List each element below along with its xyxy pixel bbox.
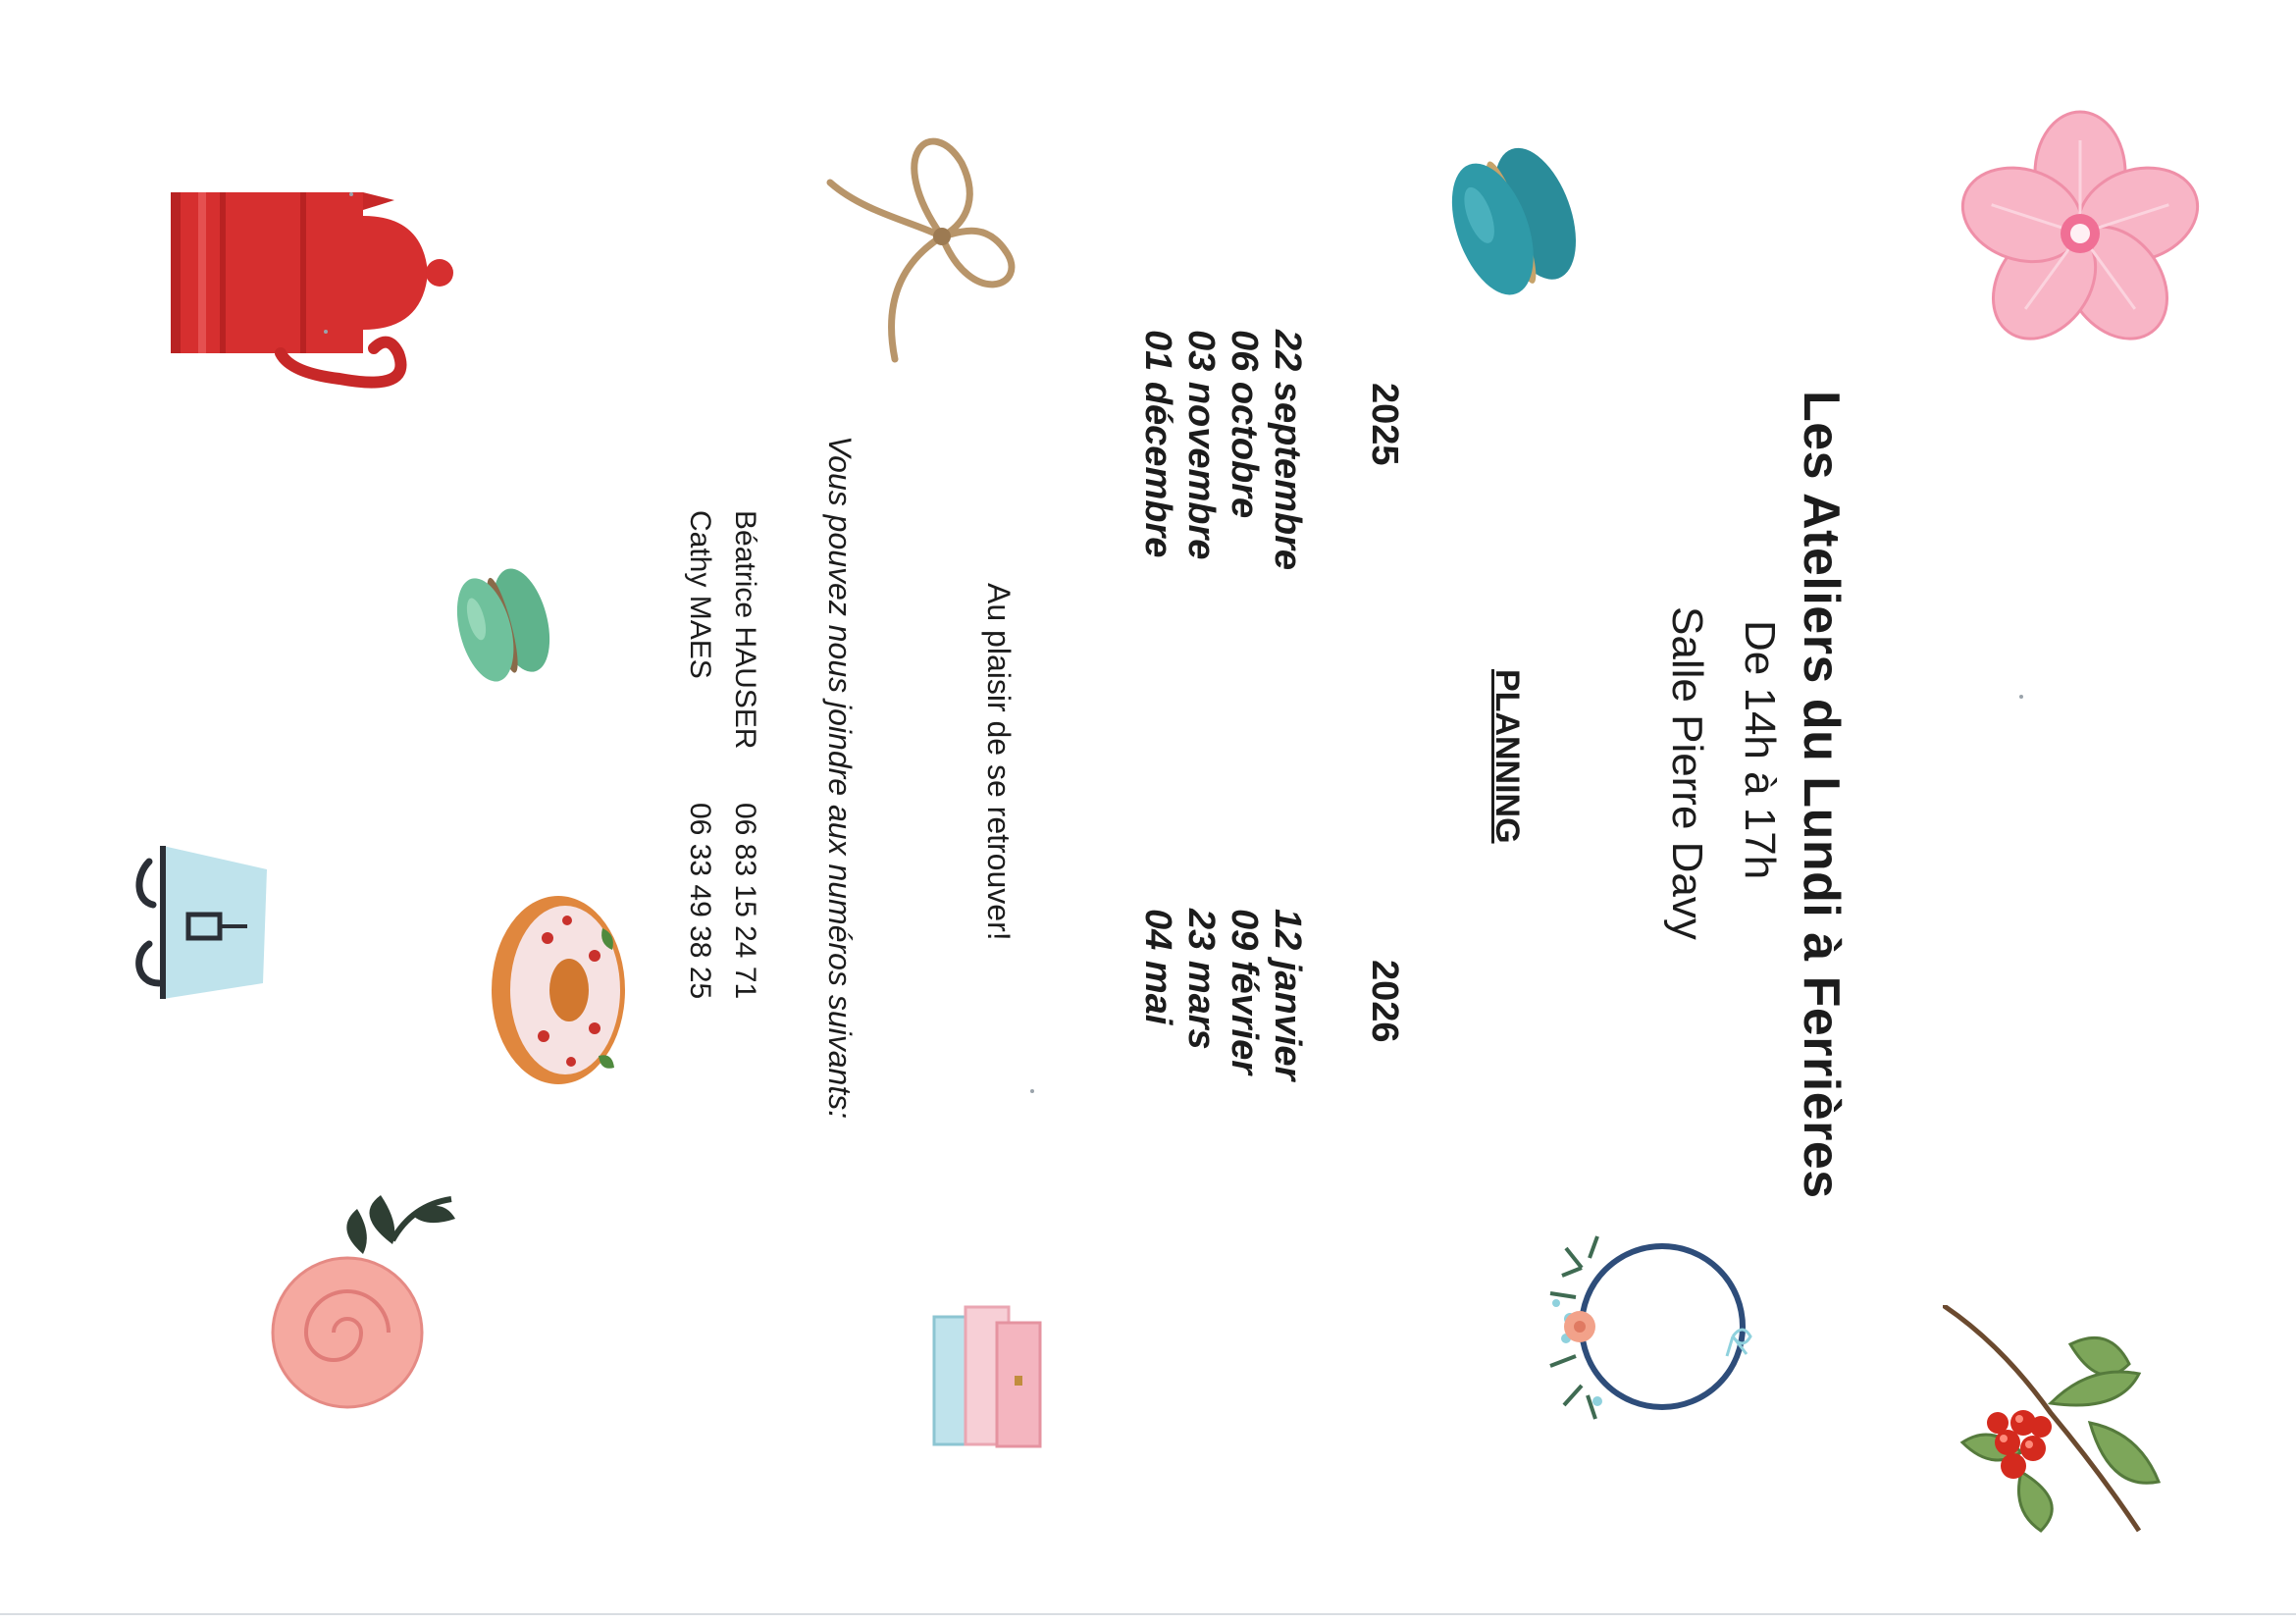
macaron-icon xyxy=(1440,143,1586,300)
contact-row xyxy=(722,510,767,999)
contact-phone: 06 83 15 24 71 xyxy=(729,803,761,1000)
contact-phone: 06 33 49 38 25 xyxy=(684,803,716,1000)
scan-speck xyxy=(324,330,328,334)
contact-row xyxy=(677,510,722,999)
scan-speck xyxy=(2019,695,2023,699)
donut-icon xyxy=(485,889,632,1091)
macaron-icon xyxy=(449,561,557,689)
date-item: 23 mars xyxy=(1180,909,1222,1050)
date-item: 09 février xyxy=(1224,909,1265,1075)
contact-name: Béatrice HAUSER xyxy=(729,510,761,750)
scan-edge xyxy=(0,1613,2296,1615)
planning-heading: PLANNING xyxy=(1488,669,1526,844)
page-title: Les Ateliers du Lundi à Ferrières xyxy=(1793,391,1850,1199)
contact-intro: Vous pouvez nous joindre aux numéros suivants: xyxy=(822,436,858,1120)
year-2025: 2025 xyxy=(1364,383,1405,466)
date-item: 01 décembre xyxy=(1137,330,1178,558)
flower-icon xyxy=(1953,106,2208,361)
dates-2026 xyxy=(1136,909,1309,1080)
date-item: 03 novembre xyxy=(1180,330,1222,560)
closing-text: Au plaisir de se retrouver! xyxy=(981,583,1017,941)
teacup-icon xyxy=(130,836,277,1009)
dates-2025 xyxy=(1136,330,1309,570)
year-2026: 2026 xyxy=(1364,960,1405,1043)
hours-text: De 14h à 17h xyxy=(1736,620,1784,880)
date-item: 04 mai xyxy=(1137,909,1178,1025)
scan-speck xyxy=(349,192,353,196)
date-item: 12 janvier xyxy=(1267,909,1308,1081)
contact-list xyxy=(677,510,767,999)
coffee-pot-icon xyxy=(163,186,467,412)
wreath-icon xyxy=(1537,1229,1752,1425)
date-item: 06 octobre xyxy=(1224,330,1265,519)
twine-bow-icon xyxy=(824,114,1020,369)
scan-speck xyxy=(1030,1089,1034,1093)
date-item: 22 septembre xyxy=(1267,330,1308,571)
venue-text: Salle Pierre Davy xyxy=(1663,606,1711,940)
holly-berries-icon xyxy=(1943,1305,2178,1541)
rose-icon xyxy=(245,1185,461,1421)
books-icon xyxy=(926,1297,1054,1462)
contact-name: Cathy MAES xyxy=(684,510,716,679)
